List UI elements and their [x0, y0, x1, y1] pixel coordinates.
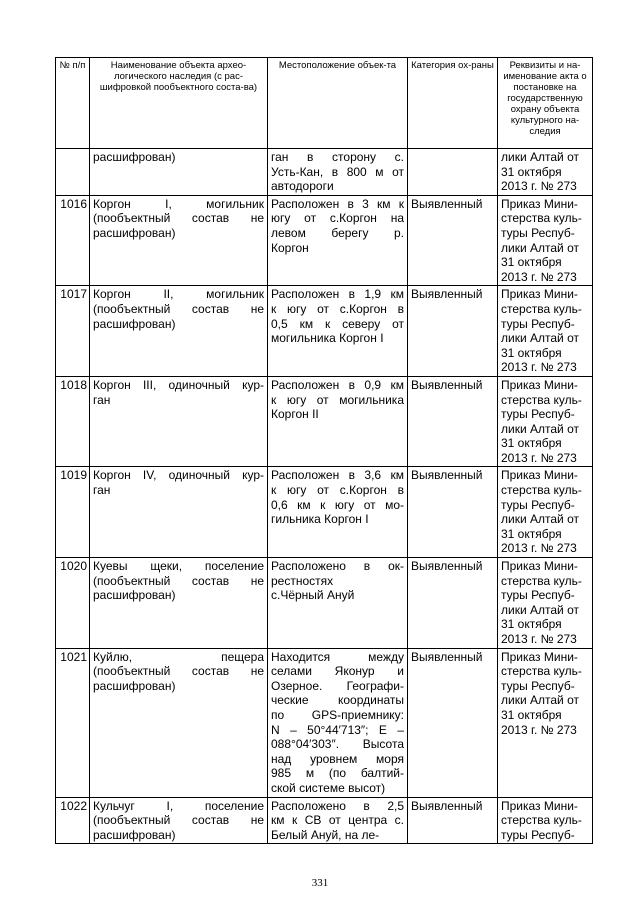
act-requisites-line: Приказ Мини-	[501, 649, 578, 664]
act-requisites-line: стерства куль-	[501, 664, 582, 679]
table-row	[56, 467, 593, 558]
object-location-line: Усть-Кан, в 800 м от	[271, 164, 404, 179]
act-requisites	[498, 797, 593, 844]
object-name-line: Коргон I, могильник	[93, 196, 264, 211]
act-requisites	[498, 376, 593, 467]
object-name-line: расшифрован)	[93, 827, 176, 842]
header-location: Местоположение объек-та	[268, 58, 408, 149]
row-number: 1017	[56, 286, 90, 377]
object-location-line: Коргон II	[271, 407, 319, 422]
object-location-line: Расположен в 3 км к	[271, 196, 404, 211]
act-requisites-line: 2013 г. № 273	[501, 360, 577, 375]
act-requisites-line: туры Респуб-	[501, 678, 575, 693]
act-requisites-line: туры Респуб-	[501, 588, 575, 603]
protection-category: Выявленный	[408, 286, 498, 377]
object-name	[90, 376, 268, 467]
object-location	[268, 467, 408, 558]
object-location-line: над уровнем моря	[271, 751, 404, 766]
object-name	[90, 149, 268, 196]
act-requisites-line: лики Алтай от	[501, 693, 579, 708]
act-requisites-line: 31 октября	[501, 436, 562, 451]
object-location-line: гильника Коргон I	[271, 512, 369, 527]
act-requisites	[498, 467, 593, 558]
act-requisites-line: лики Алтай от	[501, 602, 579, 617]
object-location-line: селами Яконур и	[271, 664, 404, 679]
object-location-line: к югу от с.Коргон в	[271, 301, 404, 316]
object-name-line: Куйлю, пещера	[93, 649, 264, 664]
object-location-line: 0,5 км к северу от	[271, 316, 404, 331]
table-header-row	[56, 58, 593, 149]
object-location	[268, 286, 408, 377]
row-number: 1022	[56, 797, 90, 844]
object-location-line: автодороги	[271, 179, 334, 194]
object-name-line: расшифрован)	[93, 678, 176, 693]
act-requisites	[498, 558, 593, 649]
act-requisites-line: Приказ Мини-	[501, 468, 578, 483]
header-requisites: Реквизиты и на-именование акта о постановке на государственную охрану объекта культурного на-следия	[498, 58, 593, 149]
object-location-line: югу от с.Коргон на	[271, 211, 404, 226]
object-location-line: с.Чёрный Ануй	[271, 588, 355, 603]
object-location-line: к югу от с.Коргон в	[271, 483, 404, 498]
object-name	[90, 467, 268, 558]
act-requisites-line: Приказ Мини-	[501, 377, 578, 392]
act-requisites-line: стерства куль-	[501, 301, 582, 316]
act-requisites-line: туры Респуб-	[501, 225, 575, 240]
object-location-line: 088°04′303″. Высота	[271, 737, 404, 752]
object-name-line: Коргон IV, одиночный кур-	[93, 468, 264, 483]
act-requisites	[498, 648, 593, 797]
object-location-line: Находится между	[271, 649, 404, 664]
object-location-line: Расположено в 2,5	[271, 798, 404, 813]
object-name-line: Коргон III, одиночный кур-	[93, 377, 264, 392]
act-requisites-line: 2013 г. № 273	[501, 450, 577, 465]
header-num: № п/п	[56, 58, 90, 149]
act-requisites-line: 2013 г. № 273	[501, 179, 577, 194]
object-location-line: Расположен в 3,6 км	[271, 468, 404, 483]
protection-category	[408, 149, 498, 196]
act-requisites-line: 2013 г. № 273	[501, 722, 577, 737]
act-requisites-line: стерства куль-	[501, 392, 582, 407]
object-name-line: Коргон II, могильник	[93, 287, 264, 302]
object-name-line: (пообъектный состав не	[93, 211, 264, 226]
row-number: 1018	[56, 376, 90, 467]
protection-category: Выявленный	[408, 648, 498, 797]
object-location-line: ган в сторону с.	[271, 150, 404, 164]
object-location	[268, 149, 408, 196]
act-requisites-line: Приказ Мини-	[501, 559, 578, 574]
object-location-line: Расположен в 1,9 км	[271, 287, 404, 302]
act-requisites-line: туры Респуб-	[501, 407, 575, 422]
act-requisites-line: 31 октября	[501, 164, 562, 179]
object-location-line: по GPS-приемнику:	[271, 707, 404, 722]
object-location	[268, 558, 408, 649]
table-body	[56, 149, 593, 844]
act-requisites-line: лики Алтай от	[501, 240, 579, 255]
object-name	[90, 797, 268, 844]
row-number: 1020	[56, 558, 90, 649]
table-row	[56, 797, 593, 844]
act-requisites-line: 31 октября	[501, 707, 562, 722]
object-name-line: ган	[93, 483, 111, 498]
act-requisites-line: Приказ Мини-	[501, 798, 578, 813]
act-requisites-line: стерства куль-	[501, 573, 582, 588]
act-requisites-line: Приказ Мини-	[501, 287, 578, 302]
act-requisites-line: туры Респуб-	[501, 827, 575, 842]
object-location-line: Расположено в ок-	[271, 559, 404, 574]
object-location	[268, 376, 408, 467]
object-name	[90, 286, 268, 377]
act-requisites-line: Приказ Мини-	[501, 196, 578, 211]
object-name-line: (пообъектный состав не	[93, 664, 264, 679]
object-location-line: 985 м (по балтий-	[271, 766, 404, 781]
object-name-line: (пообъектный состав не	[93, 301, 264, 316]
header-category: Категория ох-раны	[408, 58, 498, 149]
act-requisites-line: туры Респуб-	[501, 497, 575, 512]
act-requisites-line: лики Алтай от	[501, 331, 579, 346]
object-name	[90, 195, 268, 286]
act-requisites-line: 2013 г. № 273	[501, 541, 577, 556]
object-name-line: Кульчуг I, поселение	[93, 798, 264, 813]
object-location-line: могильника Коргон I	[271, 331, 384, 346]
object-name-line: расшифрован)	[93, 316, 176, 331]
act-requisites	[498, 286, 593, 377]
object-location-line: к югу от могильника	[271, 392, 404, 407]
table-row	[56, 195, 593, 286]
protection-category: Выявленный	[408, 195, 498, 286]
act-requisites-line: стерства куль-	[501, 483, 582, 498]
act-requisites	[498, 149, 593, 196]
object-location-line: левом берегу р.	[271, 225, 404, 240]
act-requisites-line: стерства куль-	[501, 813, 582, 828]
table-row	[56, 558, 593, 649]
protection-category: Выявленный	[408, 558, 498, 649]
object-location	[268, 797, 408, 844]
act-requisites-line: 31 октября	[501, 526, 562, 541]
object-location-line: N – 50°44′713″; E –	[271, 722, 404, 737]
row-number	[56, 149, 90, 196]
object-name	[90, 648, 268, 797]
act-requisites-line: 2013 г. № 273	[501, 269, 577, 284]
object-location-line: 0,6 км к югу от мо-	[271, 497, 404, 512]
act-requisites-line: туры Респуб-	[501, 316, 575, 331]
table-row	[56, 648, 593, 797]
object-name	[90, 558, 268, 649]
protection-category: Выявленный	[408, 467, 498, 558]
act-requisites	[498, 195, 593, 286]
object-location-line: Расположен в 0,9 км	[271, 377, 404, 392]
object-name-line: ган	[93, 392, 111, 407]
object-name-line: расшифрован)	[93, 588, 176, 603]
object-name-line: расшифрован)	[93, 150, 176, 164]
row-number: 1021	[56, 648, 90, 797]
object-name-line: Куевы щеки, поселение	[93, 559, 264, 574]
protection-category: Выявленный	[408, 797, 498, 844]
act-requisites-line: 31 октября	[501, 617, 562, 632]
object-location-line: рестностях	[271, 573, 334, 588]
object-location-line: км к СВ от центра с.	[271, 813, 404, 828]
object-location	[268, 648, 408, 797]
protection-category: Выявленный	[408, 376, 498, 467]
table-row	[56, 286, 593, 377]
object-name-line: (пообъектный состав не	[93, 813, 264, 828]
header-object-name: Наименование объекта архео-логического наследия (с рас-шифровкой пообъектного соста-ва)	[90, 58, 268, 149]
object-location	[268, 195, 408, 286]
object-location-line: ской системе высот)	[271, 780, 386, 795]
act-requisites-line: лики Алтай от	[501, 150, 579, 164]
page-number: 331	[311, 877, 329, 889]
row-number: 1019	[56, 467, 90, 558]
act-requisites-line: 31 октября	[501, 255, 562, 270]
object-name-line: расшифрован)	[93, 225, 176, 240]
table-row	[56, 149, 593, 196]
act-requisites-line: стерства куль-	[501, 211, 582, 226]
act-requisites-line: 2013 г. № 273	[501, 632, 577, 646]
act-requisites-line: лики Алтай от	[501, 421, 579, 436]
object-location-line: ческие координаты	[271, 693, 404, 708]
heritage-objects-table	[55, 57, 593, 844]
object-name-line: (пообъектный состав не	[93, 573, 264, 588]
act-requisites-line: 31 октября	[501, 345, 562, 360]
object-location-line: Коргон	[271, 240, 309, 255]
row-number: 1016	[56, 195, 90, 286]
table-row	[56, 376, 593, 467]
object-location-line: Белый Ануй, на ле-	[271, 827, 380, 842]
act-requisites-line: лики Алтай от	[501, 512, 579, 527]
object-location-line: Озерное. Географи-	[271, 678, 404, 693]
